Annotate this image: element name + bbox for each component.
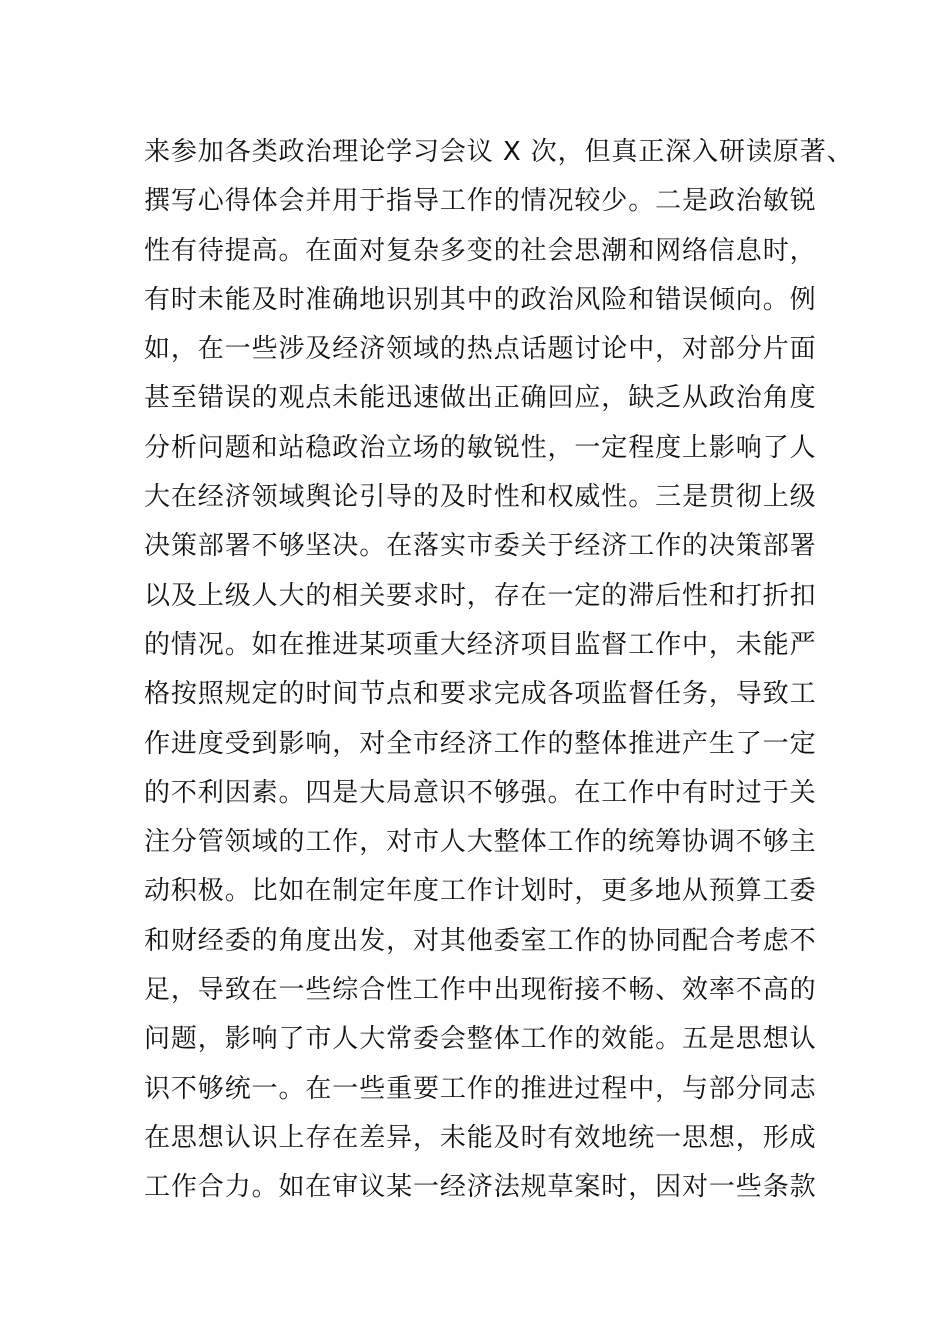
- text-line: 格按照规定的时间节点和要求完成各项监督任务，导致工: [144, 679, 817, 710]
- text-line: 足，导致在一些综合性工作中出现衔接不畅、效率不高的: [144, 975, 817, 1006]
- text-line: 撰写心得体会并用于指导工作的情况较少。二是政治敏锐: [144, 186, 817, 217]
- text-line: 大在经济领域舆论引导的及时性和权威性。三是贯彻上级: [144, 482, 817, 513]
- text-line: 分析问题和站稳政治立场的敏锐性，一定程度上影响了人: [144, 432, 817, 463]
- text-line: 工作合力。如在审议某一经济法规草案时，因对一些条款: [144, 1172, 817, 1203]
- text-line: 决策部署不够坚决。在落实市委关于经济工作的决策部署: [144, 531, 817, 562]
- body-text: [144, 128, 854, 1213]
- text-line: 性有待提高。在面对复杂多变的社会思潮和网络信息时，: [144, 235, 817, 266]
- text-line: 动积极。比如在制定年度工作计划时，更多地从预算工委: [144, 876, 817, 907]
- text-line: 和财经委的角度出发，对其他委室工作的协同配合考虑不: [144, 925, 817, 956]
- text-line: 在思想认识上存在差异，未能及时有效地统一思想，形成: [144, 1122, 817, 1153]
- text-line: 如，在一些涉及经济领域的热点话题讨论中，对部分片面: [144, 334, 817, 365]
- text-line: 的情况。如在推进某项重大经济项目监督工作中，未能严: [144, 629, 817, 660]
- text-line: 甚至错误的观点未能迅速做出正确回应，缺乏从政治角度: [144, 383, 817, 414]
- text-line: 作进度受到影响，对全市经济工作的整体推进产生了一定: [144, 728, 817, 759]
- text-line: 问题，影响了市人大常委会整体工作的效能。五是思想认: [144, 1024, 817, 1055]
- text-line: 来参加各类政治理论学习会议 X 次，但真正深入研读原著、: [144, 137, 854, 167]
- text-line: 有时未能及时准确地识别其中的政治风险和错误倾向。例: [144, 284, 817, 315]
- text-line: 识不够统一。在一些重要工作的推进过程中，与部分同志: [144, 1073, 817, 1104]
- text-line: 的不利因素。四是大局意识不够强。在工作中有时过于关: [144, 777, 817, 808]
- text-line: 注分管领域的工作，对市人大整体工作的统筹协调不够主: [144, 827, 817, 858]
- text-line: 以及上级人大的相关要求时，存在一定的滞后性和打折扣: [144, 580, 817, 611]
